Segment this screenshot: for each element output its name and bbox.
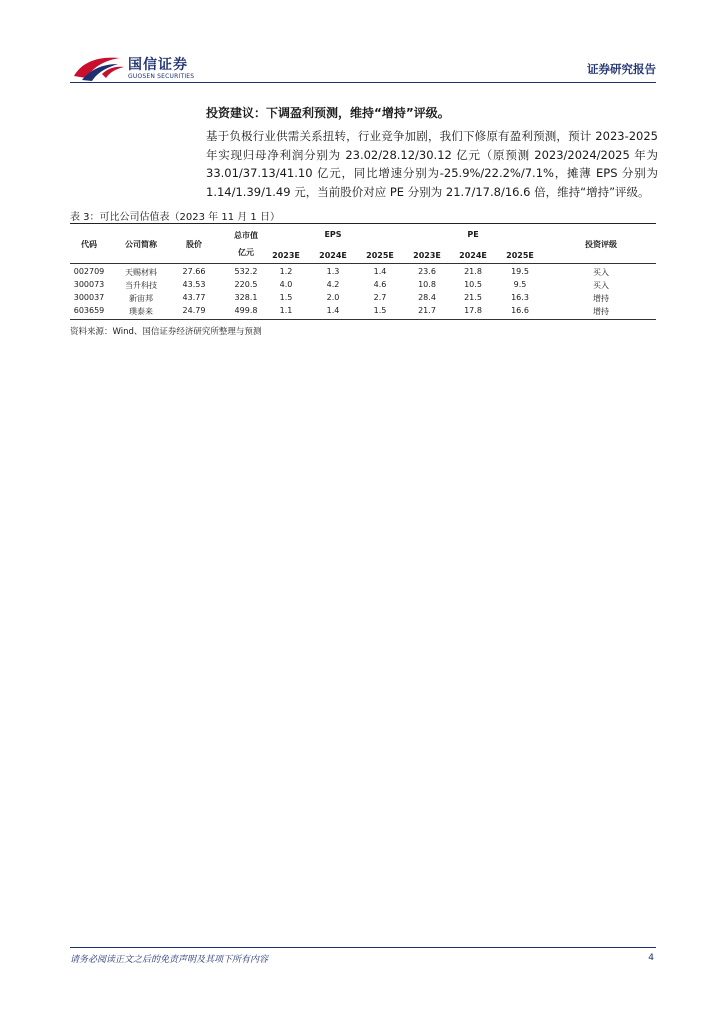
table-row-4-price: 24.79: [182, 306, 206, 315]
col-header-eps-group: EPS: [324, 230, 342, 239]
table-row-4-pe-2023: 21.7: [418, 306, 436, 315]
guosen-logo: [72, 52, 222, 84]
table-row-2-price: 43.53: [182, 280, 206, 289]
table-row-3-pe-2023: 28.4: [418, 293, 436, 302]
col-header-pe-2024: 2024E: [459, 251, 487, 260]
table-row-3-pe-2024: 21.5: [464, 293, 482, 302]
table-row-2-rating: 买入: [593, 281, 609, 290]
table-row-4-pe-2025: 16.6: [511, 306, 529, 315]
col-header-price: 股价: [186, 240, 202, 249]
col-header-pe-2025: 2025E: [506, 251, 534, 260]
table-row-4-mcap: 499.8: [234, 306, 258, 315]
col-header-mcap-unit: 亿元: [238, 248, 254, 257]
col-header-eps-2023: 2023E: [272, 251, 300, 260]
table-row-4-eps-2024: 1.4: [326, 306, 340, 315]
table-row-3-code: 300037: [73, 293, 105, 302]
table-row-2-eps-2023: 4.0: [279, 280, 293, 289]
page-number: 4: [648, 953, 654, 963]
table-row-2-mcap: 220.5: [234, 280, 258, 289]
logo-chinese-name: 国信证券: [128, 57, 188, 73]
table-row-4-rating: 增持: [593, 307, 609, 316]
table-row-4-pe-2024: 17.8: [464, 306, 482, 315]
table-row-4-eps-2025: 1.5: [373, 306, 387, 315]
table-row-3-pe-2025: 16.3: [511, 293, 529, 302]
col-header-code: 代码: [81, 240, 97, 249]
col-header-pe-2023: 2023E: [413, 251, 441, 260]
table-row-3-name: 新宙邦: [129, 294, 153, 303]
table-row-3-price: 43.77: [182, 293, 206, 302]
table-row-2-pe-2023: 10.8: [418, 280, 436, 289]
table-row-2-eps-2024: 4.2: [326, 280, 340, 289]
table-row-1-rating: 买入: [593, 268, 609, 277]
col-header-mcap: 总市值: [234, 231, 258, 240]
table-row-1-price: 27.66: [182, 267, 206, 276]
table-row-3-mcap: 328.1: [234, 293, 258, 302]
table-row-2-pe-2024: 10.5: [464, 280, 482, 289]
col-header-eps-2024: 2024E: [319, 251, 347, 260]
col-header-rating: 投资评级: [585, 240, 617, 249]
table-row-1-pe-2024: 21.8: [464, 267, 482, 276]
investment-advice-paragraph: 基于负极行业供需关系扭转，行业竞争加剧，我们下修原有盈利预测，预计 2023-2025 年实现归母净利润分别为 23.02/28.12/30.12 亿元（原预测 2023/2024/2025 年为 33.01/37.13/41.10 亿元，同比增速分别为-25.9%/22.2%/7.1%，摊薄 EPS 分别为 1.14/1.39/1.49 元，当前股价对应 PE 分别为 21.7/17.8/16.6 倍，维持“增持”评级。: [206, 129, 658, 200]
table-row-1-pe-2023: 23.6: [418, 267, 436, 276]
table-bottom-rule: [70, 319, 656, 320]
footer-divider: [70, 947, 656, 948]
table-row-1-mcap: 532.2: [234, 267, 258, 276]
table-row-1-eps-2023: 1.2: [279, 267, 293, 276]
logo-english-name: GUOSEN SECURITIES: [128, 73, 195, 80]
table-row-2-pe-2025: 9.5: [513, 280, 527, 289]
investment-advice-heading: 投资建议：下调盈利预测，维持“增持”评级。: [206, 106, 450, 120]
table-row-4-eps-2023: 1.1: [279, 306, 293, 315]
header-divider: [70, 82, 656, 83]
table-source-note: 资料来源：Wind、国信证券经济研究所整理与预测: [70, 327, 262, 337]
table-row-3-eps-2024: 2.0: [326, 293, 340, 302]
col-header-pe-group: PE: [467, 230, 479, 239]
table-row-1-eps-2025: 1.4: [373, 267, 387, 276]
table-caption: 表 3：可比公司估值表（2023 年 11 月 1 日）: [70, 212, 280, 223]
table-row-4-name: 璞泰来: [129, 307, 153, 316]
col-header-name: 公司简称: [125, 240, 157, 249]
table-row-3-eps-2025: 2.7: [373, 293, 387, 302]
footer-disclaimer: 请务必阅读正文之后的免责声明及其项下所有内容: [70, 955, 269, 965]
table-row-3-rating: 增持: [593, 294, 609, 303]
table-row-1-code: 002709: [73, 267, 105, 276]
table-row-2-code: 300073: [73, 280, 105, 289]
report-type-label: 证券研究报告: [587, 62, 656, 76]
table-row-3-eps-2023: 1.5: [279, 293, 293, 302]
table-row-1-name: 天赐材料: [125, 268, 157, 277]
guosen-logo-icon: [72, 54, 126, 82]
valuation-table: [70, 223, 656, 319]
col-header-eps-2025: 2025E: [366, 251, 394, 260]
table-row-1-eps-2024: 1.3: [326, 267, 340, 276]
table-row-4-code: 603659: [73, 306, 105, 315]
table-row-1-pe-2025: 19.5: [511, 267, 529, 276]
table-row-2-eps-2025: 4.6: [373, 280, 387, 289]
table-header-rule: [70, 263, 656, 264]
table-row-2-name: 当升科技: [125, 281, 157, 290]
